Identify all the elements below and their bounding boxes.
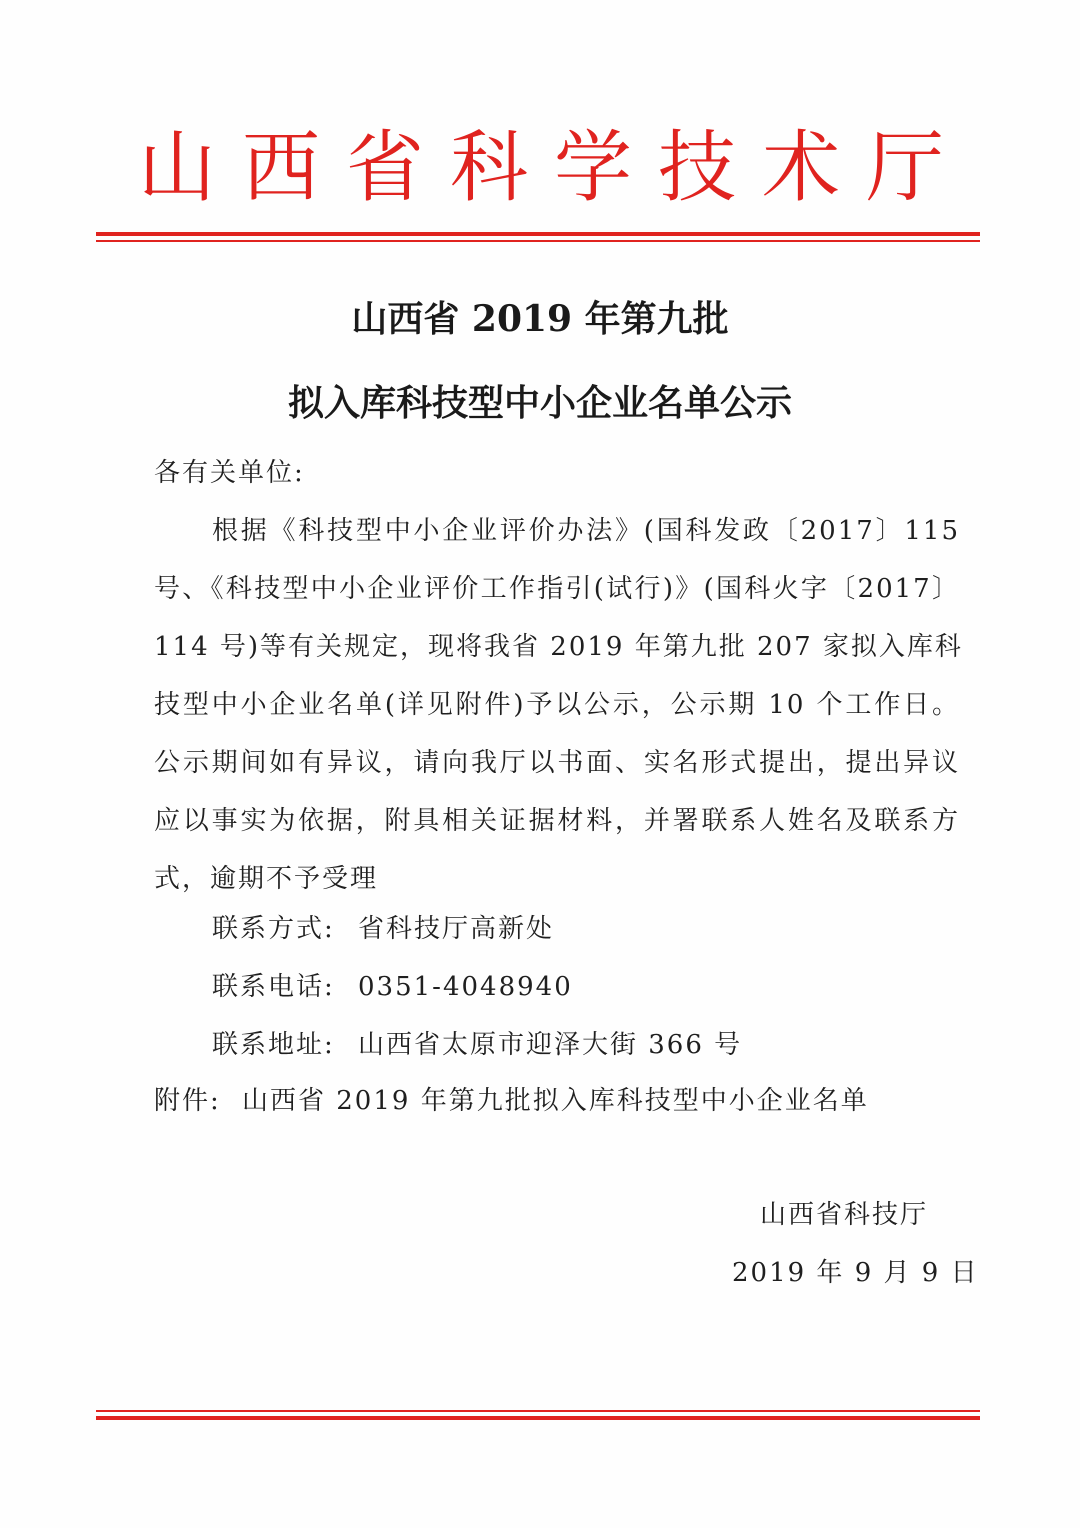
body-paragraph-line: 114 号)等有关规定，现将我省 2019 年第九批 207 家拟入库科 xyxy=(154,632,963,662)
letterhead-rule-thin xyxy=(96,240,980,242)
contact-phone-label: 联系电话: xyxy=(212,972,335,1002)
letterhead-rule-thick xyxy=(96,232,980,236)
contact-phone-value: 0351-4048940 xyxy=(358,972,573,1002)
body-paragraph-line: 应以事实为依据，附具相关证据材料，并署联系人姓名及联系方 xyxy=(154,806,960,836)
contact-address-value: 山西省太原市迎泽大街 366 号 xyxy=(358,1030,743,1060)
attachment-title: 山西省 2019 年第九批拟入库科技型中小企业名单 xyxy=(242,1086,869,1116)
contact-method-label: 联系方式: xyxy=(212,914,335,944)
signature-organization: 山西省科技厅 xyxy=(760,1200,929,1230)
body-paragraph-line: 公示期间如有异议，请向我厅以书面、实名形式提出，提出异议 xyxy=(154,748,960,778)
body-paragraph-line: 号、《科技型中小企业评价工作指引(试行)》(国科火字〔2017〕 xyxy=(154,574,960,604)
footer-rule-thick xyxy=(96,1416,980,1420)
letterhead-agency-name: 山西省科学技术厅 xyxy=(137,123,970,213)
contact-address-label: 联系地址: xyxy=(212,1030,335,1060)
document-title-line-1: 山西省 2019 年第九批 xyxy=(351,298,729,340)
body-paragraph-line: 式，逾期不予受理 xyxy=(154,864,379,894)
attachment-label: 附件: xyxy=(154,1086,221,1116)
signature-date: 2019 年 9 月 9 日 xyxy=(732,1258,979,1288)
body-paragraph-line: 技型中小企业名单(详见附件)予以公示，公示期 10 个工作日。 xyxy=(154,690,960,720)
body-paragraph-line: 根据《科技型中小企业评价办法》(国科发政〔2017〕115 xyxy=(212,516,960,546)
contact-method-value: 省科技厅高新处 xyxy=(358,914,555,944)
footer-rule-thin xyxy=(96,1410,980,1412)
document-title-line-2: 拟入库科技型中小企业名单公示 xyxy=(287,382,792,424)
salutation: 各有关单位: xyxy=(154,458,305,488)
